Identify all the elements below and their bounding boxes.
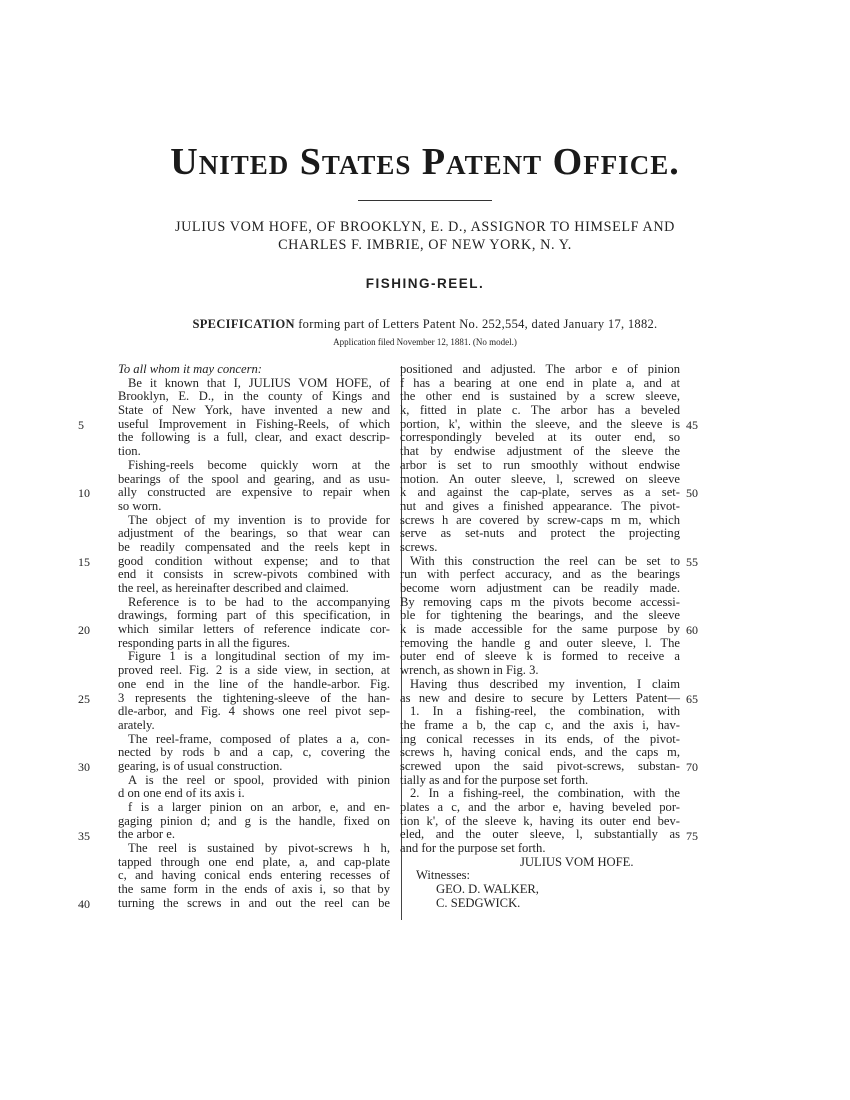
margin-line-number: 45: [686, 417, 698, 432]
left-column-line-1: To all whom it may concern:: [118, 362, 263, 376]
left-column-line-6: the following is a full, clear, and exact descrip-: [118, 430, 390, 445]
left-column-line-2: Be it known that I, JULIUS VOM HOFE, of: [128, 375, 390, 390]
right-column-line-38: Witnesses:: [416, 868, 471, 883]
right-column-line-5: portion, k', within the sleeve, and the sleeve is: [400, 416, 680, 431]
left-column-line-32: d on one end of its axis i.: [118, 786, 245, 801]
left-column-line-4: State of New York, have invented a new and: [118, 403, 390, 418]
left-column-line-40: turning the screws in and out the reel can be: [118, 895, 390, 910]
left-column-line-24: one end in the line of the handle-arbor. Fig.: [118, 676, 390, 691]
right-column-line-3: the other end is sustained by a screw sleeve,: [400, 389, 680, 404]
left-column-line-36: The reel is sustained by pivot-screws h h,: [128, 841, 390, 856]
right-column-line-34: tion k', of the sleeve k, having its outer end bev-: [400, 813, 680, 828]
margin-line-number: 75: [686, 828, 698, 843]
application-filed-line: Application filed November 12, 1881. (No model.): [333, 337, 517, 347]
margin-line-number: 30: [78, 760, 90, 775]
specification-details: forming part of Letters Patent No. 252,554, dated January 17, 1882.: [294, 317, 658, 331]
right-column-line-27: the frame a b, the cap c, and the axis i, hav-: [400, 717, 680, 732]
left-column-line-37: tapped through one end plate, a, and cap-plate: [118, 854, 390, 869]
right-column-line-32: 2. In a fishing-reel, the combination, with the: [410, 786, 680, 801]
left-column-line-19: drawings, forming part of this specification, in: [118, 608, 390, 623]
inventors-line-2: CHARLES F. IMBRIE, OF NEW YORK, N. Y.: [278, 237, 572, 253]
right-column-line-14: screws.: [400, 539, 438, 554]
right-column-line-18: By removing caps m the pivots become accessi-: [400, 594, 680, 609]
margin-line-number: 10: [78, 486, 90, 501]
left-column-line-21: responding parts in all the figures.: [118, 635, 291, 650]
right-column-line-4: k, fitted in plate c. The arbor has a beveled: [400, 403, 680, 418]
right-column-line-15: With this construction the reel can be set to: [410, 553, 680, 568]
left-column-line-3: Brooklyn, E. D., in the county of Kings and: [118, 389, 390, 404]
title-rule: [358, 200, 492, 201]
right-column-line-24: Having thus described my invention, I claim: [410, 676, 680, 691]
left-column-line-7: tion.: [118, 444, 141, 459]
right-column-line-16: run with perfect accuracy, and as the bearings: [400, 567, 680, 582]
right-column-line-7: that by endwise adjustment of the sleeve the: [400, 444, 680, 459]
margin-line-number: 40: [78, 897, 90, 912]
left-column-line-13: adjustment of the bearings, so that wear can: [118, 526, 390, 541]
margin-line-number: 70: [686, 760, 698, 775]
left-column-line-26: dle-arbor, and Fig. 4 shows one reel pivot sep-: [118, 704, 390, 719]
margin-line-number: 65: [686, 691, 698, 706]
left-column-line-29: nected by rods b and a cap, c, covering the: [118, 745, 390, 760]
right-column-line-30: screwed upon the said pivot-screws, substan-: [400, 758, 680, 773]
margin-line-number: 20: [78, 623, 90, 638]
specification-label: SPECIFICATION: [192, 317, 295, 331]
right-column-line-22: outer end of sleeve k is formed to receive a: [400, 649, 680, 664]
right-column-line-28: ing conical recesses in its ends, of the pivot-: [400, 731, 680, 746]
right-column-line-11: nut and gives a finished appearance. The pivot-: [400, 498, 680, 513]
right-column-line-33: plates a c, and the arbor e, having beveled por-: [400, 800, 680, 814]
right-column-line-39: GEO. D. WALKER,: [436, 882, 539, 897]
right-column-line-6: correspondingly beveled at its outer end, so: [400, 430, 680, 445]
margin-line-number: 5: [78, 417, 84, 432]
invention-title: FISHING-REEL.: [365, 276, 485, 291]
right-column-line-36: and for the purpose set forth.: [400, 841, 546, 856]
left-column-line-20: which similar letters of reference indicate cor-: [118, 622, 390, 637]
left-column-line-15: good condition without expense; and to that: [118, 553, 390, 568]
office-title: United States Patent Office.: [170, 141, 680, 183]
margin-line-number: 25: [78, 691, 90, 706]
right-column-line-19: ble for tightening the bearings, and the sleeve: [400, 608, 680, 623]
left-column-line-22: Figure 1 is a longitudinal section of my im-: [128, 649, 390, 664]
left-column-line-39: the same form in the ends of axis i, so that by: [118, 882, 390, 897]
left-column-line-31: A is the reel or spool, provided with pinion: [128, 772, 390, 787]
left-column-line-34: gaging pinion d; and g is the handle, fixed on: [118, 813, 390, 828]
left-column-line-30: gearing, is of usual construction.: [118, 758, 283, 773]
right-column-line-37: JULIUS VOM HOFE.: [520, 854, 634, 869]
left-column-line-17: the reel, as hereinafter described and claimed.: [118, 581, 349, 595]
left-column-line-23: proved reel. Fig. 2 is a side view, in section, at: [118, 663, 390, 678]
left-column-line-16: end it consists in screw-pivots combined with: [118, 567, 390, 582]
right-column-line-25: as new and desire to secure by Letters Patent—: [400, 690, 680, 705]
margin-line-number: 60: [686, 623, 698, 638]
right-column-line-29: screws h, having conical ends, and the caps m,: [400, 745, 680, 760]
margin-line-number: 50: [686, 486, 698, 501]
margin-line-number: 55: [686, 554, 698, 569]
margin-line-number: 35: [78, 828, 90, 843]
left-column-line-28: The reel-frame, composed of plates a a, con-: [128, 731, 390, 746]
left-column-line-10: ally constructed are expensive to repair when: [118, 485, 390, 500]
left-column: [118, 363, 390, 911]
left-column-line-35: the arbor e.: [118, 827, 175, 842]
right-column-line-10: k and against the cap-plate, serves as a set-: [400, 485, 680, 500]
left-column-line-38: c, and having conical ends entering recesses of: [118, 868, 390, 883]
right-column-line-1: positioned and adjusted. The arbor e of pinion: [400, 362, 680, 376]
right-column: [400, 363, 680, 911]
right-column-line-26: 1. In a fishing-reel, the combination, with: [410, 704, 680, 719]
right-column-line-23: wrench, as shown in Fig. 3.: [400, 663, 539, 678]
right-column-line-20: k is made accessible for the same purpose by: [400, 622, 680, 637]
left-column-line-25: 3 represents the tightening-sleeve of the han-: [118, 690, 390, 705]
left-column-line-18: Reference is to be had to the accompanying: [128, 594, 390, 609]
specification-line: [0, 317, 850, 332]
left-column-line-27: arately.: [118, 717, 155, 732]
right-column-line-9: motion. An outer sleeve, l, screwed on sleeve: [400, 471, 680, 486]
left-column-line-8: Fishing-reels become quickly worn at the: [128, 457, 390, 472]
margin-line-number: 15: [78, 554, 90, 569]
right-column-line-2: f has a bearing at one end in plate a, and at: [400, 375, 680, 390]
left-column-line-33: f is a larger pinion on an arbor, e, and en-: [128, 800, 390, 814]
right-column-line-31: tially as and for the purpose set forth.: [400, 772, 589, 787]
right-column-line-13: serve as set-nuts and protect the projecting: [400, 526, 680, 541]
left-column-line-11: so worn.: [118, 498, 162, 513]
right-column-line-8: arbor is set to run smoothly without endwise: [400, 457, 680, 472]
left-column-line-9: bearings of the spool and gearing, and as usu-: [118, 471, 390, 486]
right-column-line-35: eled, and the outer sleeve, l, substantially as: [400, 827, 680, 842]
right-column-line-12: screws h are covered by screw-caps m m, which: [400, 512, 680, 527]
right-column-line-21: removing the handle g and outer sleeve, l. The: [400, 635, 680, 650]
inventors-block: [100, 218, 750, 254]
inventors-line-1: JULIUS VOM HOFE, OF BROOKLYN, E. D., ASSIGNOR TO HIMSELF AND: [174, 219, 676, 235]
left-column-line-12: The object of my invention is to provide for: [128, 512, 390, 527]
left-column-line-5: useful Improvement in Fishing-Reels, of which: [118, 416, 390, 431]
right-column-line-17: become worn adjustment can be readily made.: [400, 581, 680, 595]
left-column-line-14: be readily compensated and the reels kept in: [118, 539, 390, 554]
right-column-line-40: C. SEDGWICK.: [436, 895, 521, 910]
